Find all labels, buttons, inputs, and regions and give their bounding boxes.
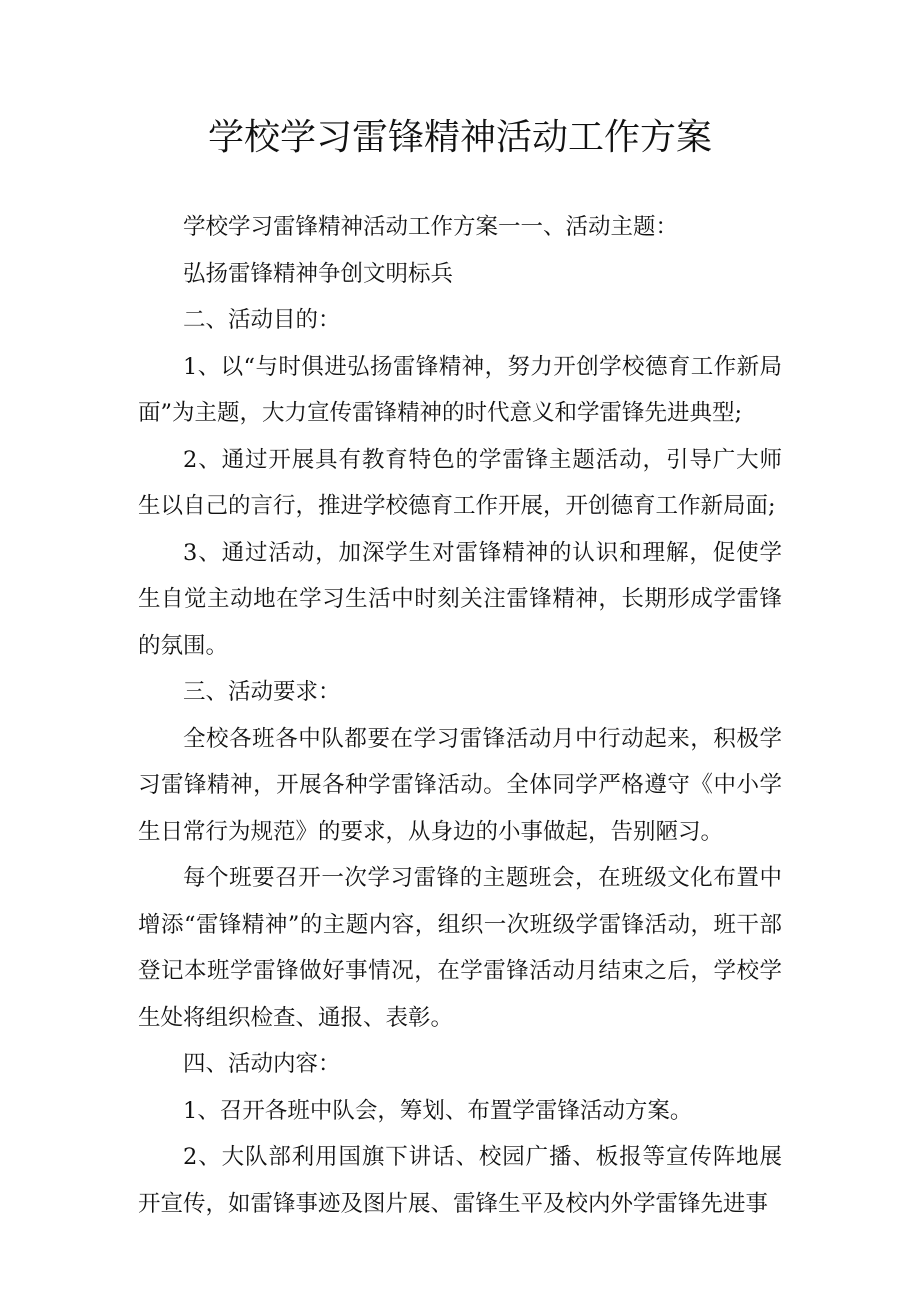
paragraph: 每个班要召开一次学习雷锋的主题班会，在班级文化布置中增添“雷锋精神”的主题内容，组织一次班级学雷锋活动，班干部登记本班学雷锋做好事情况，在学雷锋活动月结束之后，学校学生处将组织检查、通报、表彰。 xyxy=(138,865,782,1031)
paragraph: 2、通过开展具有教育特色的学雷锋主题活动，引导广大师生以自己的言行，推进学校德育工作开展，开创德育工作新局面; xyxy=(138,446,782,519)
paragraph: 弘扬雷锋精神争创文明标兵 xyxy=(183,260,454,287)
document-title: 学校学习雷锋精神活动工作方案 xyxy=(207,117,712,158)
section-heading: 二、活动目的： xyxy=(183,307,341,333)
section-heading: 四、活动内容： xyxy=(183,1051,341,1077)
paragraph: 1、以“与时俱进弘扬雷锋精神，努力开创学校德育工作新局面”为主题，大力宣传雷锋精神的时代意义和学雷锋先进典型; xyxy=(138,353,782,426)
paragraph: 1、召开各班中队会，筹划、布置学雷锋活动方案。 xyxy=(183,1097,693,1124)
document-body xyxy=(138,204,782,1227)
section-heading: 三、活动要求： xyxy=(183,679,341,705)
paragraph: 2、大队部利用国旗下讲话、校园广播、板报等宣传阵地展开宣传，如雷锋事迹及图片展、雷锋生平及校内外学雷锋先进事 xyxy=(138,1144,782,1217)
paragraph: 学校学习雷锋精神活动工作方案一一、活动主题： xyxy=(183,214,679,240)
paragraph: 3、通过活动，加深学生对雷锋精神的认识和理解，促使学生自觉主动地在学习生活中时刻关注雷锋精神，长期形成学雷锋的氛围。 xyxy=(138,539,782,659)
paragraph: 全校各班各中队都要在学习雷锋活动月中行动起来，积极学习雷锋精神，开展各种学雷锋活动。全体同学严格遵守《中小学生日常行为规范》的要求，从身边的小事做起，告别陋习。 xyxy=(138,725,782,845)
